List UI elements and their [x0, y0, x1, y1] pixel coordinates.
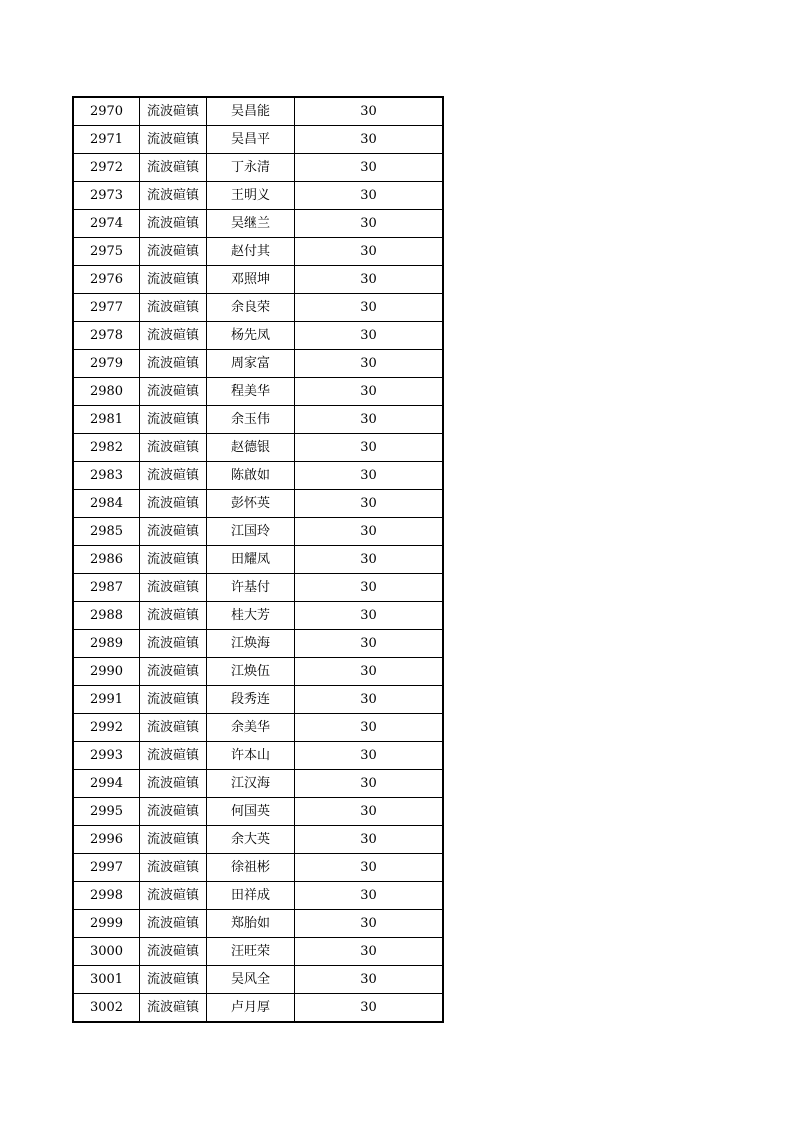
- row-number-cell: 2976: [73, 266, 140, 294]
- table-row: [73, 97, 443, 126]
- town-cell: 流波碹镇: [140, 938, 207, 966]
- table-row: [73, 210, 443, 238]
- town-cell: 流波碹镇: [140, 798, 207, 826]
- table-row: [73, 658, 443, 686]
- town-cell: 流波碹镇: [140, 854, 207, 882]
- amount-cell: 30: [295, 238, 444, 266]
- row-number-cell: 2983: [73, 462, 140, 490]
- row-number-cell: 2972: [73, 154, 140, 182]
- person-name-cell: 江汉海: [207, 770, 295, 798]
- town-cell: 流波碹镇: [140, 350, 207, 378]
- roster-table-body: [73, 97, 443, 1022]
- amount-cell: 30: [295, 826, 444, 854]
- amount-cell: 30: [295, 322, 444, 350]
- person-name-cell: 汪旺荣: [207, 938, 295, 966]
- table-row: [73, 798, 443, 826]
- table-row: [73, 378, 443, 406]
- row-number-cell: 2992: [73, 714, 140, 742]
- town-cell: 流波碹镇: [140, 126, 207, 154]
- town-cell: 流波碹镇: [140, 462, 207, 490]
- table-row: [73, 994, 443, 1023]
- person-name-cell: 徐祖彬: [207, 854, 295, 882]
- table-row: [73, 238, 443, 266]
- person-name-cell: 桂大芳: [207, 602, 295, 630]
- person-name-cell: 江国玲: [207, 518, 295, 546]
- amount-cell: 30: [295, 266, 444, 294]
- table-row: [73, 714, 443, 742]
- table-row: [73, 966, 443, 994]
- row-number-cell: 2977: [73, 294, 140, 322]
- table-row: [73, 602, 443, 630]
- row-number-cell: 2998: [73, 882, 140, 910]
- town-cell: 流波碹镇: [140, 238, 207, 266]
- town-cell: 流波碹镇: [140, 826, 207, 854]
- person-name-cell: 邓照坤: [207, 266, 295, 294]
- row-number-cell: 3000: [73, 938, 140, 966]
- person-name-cell: 吴昌平: [207, 126, 295, 154]
- row-number-cell: 2979: [73, 350, 140, 378]
- town-cell: 流波碹镇: [140, 658, 207, 686]
- person-name-cell: 余玉伟: [207, 406, 295, 434]
- table-row: [73, 294, 443, 322]
- town-cell: 流波碹镇: [140, 322, 207, 350]
- amount-cell: 30: [295, 154, 444, 182]
- town-cell: 流波碹镇: [140, 966, 207, 994]
- table-row: [73, 182, 443, 210]
- person-name-cell: 王明义: [207, 182, 295, 210]
- row-number-cell: 2970: [73, 97, 140, 126]
- row-number-cell: 2997: [73, 854, 140, 882]
- row-number-cell: 2991: [73, 686, 140, 714]
- row-number-cell: 2989: [73, 630, 140, 658]
- table-row: [73, 518, 443, 546]
- amount-cell: 30: [295, 686, 444, 714]
- table-row: [73, 882, 443, 910]
- table-row: [73, 630, 443, 658]
- person-name-cell: 吴风全: [207, 966, 295, 994]
- amount-cell: 30: [295, 630, 444, 658]
- amount-cell: 30: [295, 210, 444, 238]
- amount-cell: 30: [295, 378, 444, 406]
- person-name-cell: 余大英: [207, 826, 295, 854]
- row-number-cell: 2988: [73, 602, 140, 630]
- person-name-cell: 周家富: [207, 350, 295, 378]
- table-row: [73, 490, 443, 518]
- table-row: [73, 854, 443, 882]
- row-number-cell: 2982: [73, 434, 140, 462]
- town-cell: 流波碹镇: [140, 266, 207, 294]
- row-number-cell: 2985: [73, 518, 140, 546]
- amount-cell: 30: [295, 910, 444, 938]
- amount-cell: 30: [295, 294, 444, 322]
- person-name-cell: 郑胎如: [207, 910, 295, 938]
- amount-cell: 30: [295, 770, 444, 798]
- row-number-cell: 2996: [73, 826, 140, 854]
- person-name-cell: 程美华: [207, 378, 295, 406]
- town-cell: 流波碹镇: [140, 770, 207, 798]
- person-name-cell: 余良荣: [207, 294, 295, 322]
- table-row: [73, 350, 443, 378]
- row-number-cell: 2994: [73, 770, 140, 798]
- row-number-cell: 2999: [73, 910, 140, 938]
- person-name-cell: 杨先凤: [207, 322, 295, 350]
- amount-cell: 30: [295, 97, 444, 126]
- person-name-cell: 卢月厚: [207, 994, 295, 1023]
- amount-cell: 30: [295, 546, 444, 574]
- town-cell: 流波碹镇: [140, 210, 207, 238]
- row-number-cell: 2973: [73, 182, 140, 210]
- town-cell: 流波碹镇: [140, 154, 207, 182]
- amount-cell: 30: [295, 966, 444, 994]
- amount-cell: 30: [295, 602, 444, 630]
- town-cell: 流波碹镇: [140, 406, 207, 434]
- table-row: [73, 826, 443, 854]
- table-row: [73, 910, 443, 938]
- amount-cell: 30: [295, 462, 444, 490]
- table-row: [73, 266, 443, 294]
- town-cell: 流波碹镇: [140, 994, 207, 1023]
- town-cell: 流波碹镇: [140, 910, 207, 938]
- table-row: [73, 938, 443, 966]
- row-number-cell: 2995: [73, 798, 140, 826]
- person-name-cell: 何国英: [207, 798, 295, 826]
- amount-cell: 30: [295, 182, 444, 210]
- person-name-cell: 田祥成: [207, 882, 295, 910]
- roster-table: [72, 96, 444, 1023]
- table-row: [73, 546, 443, 574]
- row-number-cell: 2980: [73, 378, 140, 406]
- amount-cell: 30: [295, 938, 444, 966]
- person-name-cell: 吴继兰: [207, 210, 295, 238]
- row-number-cell: 2971: [73, 126, 140, 154]
- row-number-cell: 2987: [73, 574, 140, 602]
- town-cell: 流波碹镇: [140, 518, 207, 546]
- table-row: [73, 154, 443, 182]
- person-name-cell: 段秀连: [207, 686, 295, 714]
- town-cell: 流波碹镇: [140, 714, 207, 742]
- town-cell: 流波碹镇: [140, 742, 207, 770]
- person-name-cell: 丁永清: [207, 154, 295, 182]
- amount-cell: 30: [295, 490, 444, 518]
- town-cell: 流波碹镇: [140, 686, 207, 714]
- row-number-cell: 2986: [73, 546, 140, 574]
- amount-cell: 30: [295, 518, 444, 546]
- person-name-cell: 吴昌能: [207, 97, 295, 126]
- amount-cell: 30: [295, 126, 444, 154]
- amount-cell: 30: [295, 994, 444, 1023]
- table-row: [73, 686, 443, 714]
- town-cell: 流波碹镇: [140, 574, 207, 602]
- town-cell: 流波碹镇: [140, 602, 207, 630]
- row-number-cell: 3002: [73, 994, 140, 1023]
- town-cell: 流波碹镇: [140, 882, 207, 910]
- person-name-cell: 田耀凤: [207, 546, 295, 574]
- row-number-cell: 2975: [73, 238, 140, 266]
- table-row: [73, 406, 443, 434]
- table-row: [73, 770, 443, 798]
- amount-cell: 30: [295, 658, 444, 686]
- table-row: [73, 574, 443, 602]
- person-name-cell: 余美华: [207, 714, 295, 742]
- person-name-cell: 江焕伍: [207, 658, 295, 686]
- town-cell: 流波碹镇: [140, 630, 207, 658]
- amount-cell: 30: [295, 350, 444, 378]
- row-number-cell: 2978: [73, 322, 140, 350]
- town-cell: 流波碹镇: [140, 182, 207, 210]
- table-row: [73, 742, 443, 770]
- amount-cell: 30: [295, 434, 444, 462]
- person-name-cell: 许基付: [207, 574, 295, 602]
- town-cell: 流波碹镇: [140, 378, 207, 406]
- amount-cell: 30: [295, 406, 444, 434]
- row-number-cell: 3001: [73, 966, 140, 994]
- amount-cell: 30: [295, 798, 444, 826]
- table-row: [73, 462, 443, 490]
- town-cell: 流波碹镇: [140, 546, 207, 574]
- row-number-cell: 2993: [73, 742, 140, 770]
- town-cell: 流波碹镇: [140, 294, 207, 322]
- person-name-cell: 许本山: [207, 742, 295, 770]
- amount-cell: 30: [295, 714, 444, 742]
- town-cell: 流波碹镇: [140, 97, 207, 126]
- person-name-cell: 赵德银: [207, 434, 295, 462]
- person-name-cell: 江焕海: [207, 630, 295, 658]
- amount-cell: 30: [295, 882, 444, 910]
- town-cell: 流波碹镇: [140, 434, 207, 462]
- town-cell: 流波碹镇: [140, 490, 207, 518]
- table-row: [73, 126, 443, 154]
- row-number-cell: 2990: [73, 658, 140, 686]
- person-name-cell: 陈啟如: [207, 462, 295, 490]
- amount-cell: 30: [295, 574, 444, 602]
- amount-cell: 30: [295, 742, 444, 770]
- amount-cell: 30: [295, 854, 444, 882]
- table-row: [73, 434, 443, 462]
- person-name-cell: 彭怀英: [207, 490, 295, 518]
- row-number-cell: 2984: [73, 490, 140, 518]
- row-number-cell: 2981: [73, 406, 140, 434]
- person-name-cell: 赵付其: [207, 238, 295, 266]
- table-row: [73, 322, 443, 350]
- row-number-cell: 2974: [73, 210, 140, 238]
